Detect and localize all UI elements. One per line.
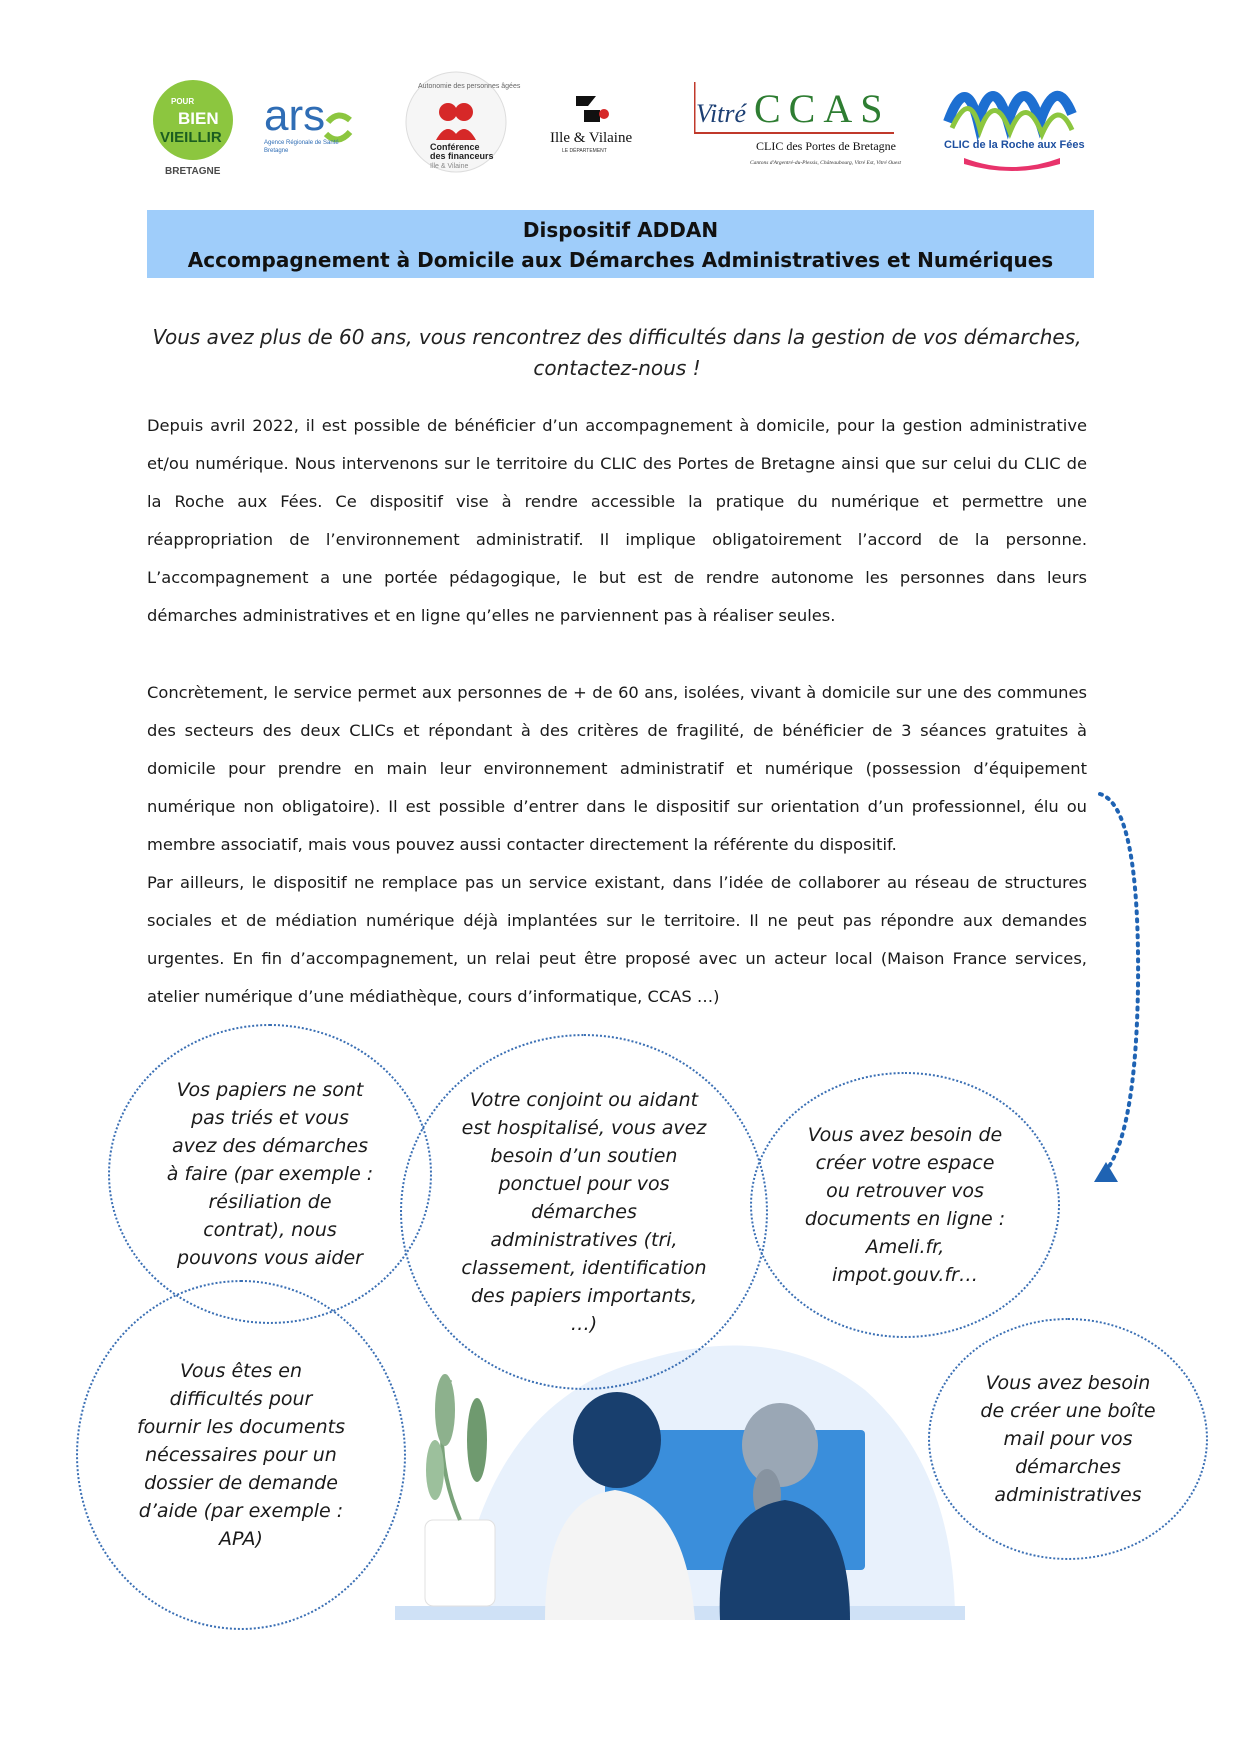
logo-ccas-vitre bbox=[690, 82, 902, 172]
svg-text:ars: ars bbox=[264, 91, 326, 140]
svg-text:Bretagne: Bretagne bbox=[264, 148, 289, 154]
svg-text:BIEN: BIEN bbox=[178, 109, 219, 128]
svg-text:des financeurs: des financeurs bbox=[430, 151, 494, 161]
svg-text:VIEILLIR: VIEILLIR bbox=[160, 129, 222, 146]
bubble-mail-text: Vous avez besoin de créer une boîte mail pour vos démarches administratives bbox=[980, 1372, 1156, 1506]
svg-text:CLIC de la Roche aux Fées: CLIC de la Roche aux Fées bbox=[944, 139, 1085, 151]
bubble-mail bbox=[928, 1318, 1208, 1560]
svg-text:Conférence: Conférence bbox=[430, 142, 480, 152]
svg-text:Cantons d'Argentré-du-Plessis,: Cantons d'Argentré-du-Plessis, Châteaubourg, Vitré Est, Vitré Ouest bbox=[750, 160, 902, 166]
svg-text:Vitré: Vitré bbox=[696, 99, 747, 128]
illustration-two-women-computer bbox=[395, 1320, 975, 1620]
logo-clic-roche-aux-fees bbox=[938, 72, 1090, 174]
logo-ille-vilaine bbox=[548, 92, 648, 162]
bubble-conjoint bbox=[400, 1034, 768, 1390]
svg-text:LE DÉPARTEMENT: LE DÉPARTEMENT bbox=[562, 148, 607, 154]
svg-text:CCAS: CCAS bbox=[754, 86, 891, 131]
bubble-documents bbox=[76, 1280, 406, 1630]
bubble-conjoint-text: Votre conjoint ou aidant est hospitalisé, vous avez besoin d’un soutien ponctuel pour vos démarches administratives (tri, classement, identification des papiers importants, …) bbox=[461, 1089, 707, 1335]
title-line-1: Dispositif ADDAN bbox=[522, 218, 719, 242]
svg-text:POUR: POUR bbox=[171, 97, 195, 106]
bubble-papiers bbox=[108, 1024, 432, 1324]
title-banner bbox=[147, 210, 1094, 278]
logo-ars bbox=[262, 92, 362, 162]
svg-text:CLIC des Portes de Bretagne: CLIC des Portes de Bretagne bbox=[756, 139, 896, 153]
svg-text:Ille & Vilaine: Ille & Vilaine bbox=[550, 130, 633, 146]
dotted-arrow bbox=[1080, 786, 1160, 1188]
svg-text:Autonomie des personnes âgées: Autonomie des personnes âgées bbox=[418, 83, 521, 90]
bubble-papiers-text: Vos papiers ne sont pas triés et vous avez des démarches à faire (par exemple : résiliation de contrat), nous pouvons vous aider bbox=[166, 1079, 374, 1269]
paragraph-3: Par ailleurs, le dispositif ne remplace pas un service existant, dans l’idée de collaborer au réseau de structures sociales et de médiation numérique déjà implantées sur le territoire. Il ne peut pas répondre aux demandes urgentes. En fin d’accompagnement, un relai peut être proposé avec un acteur local (Maison France services, atelier numérique d’une médiathèque, cours d’informatique, CCAS …) bbox=[147, 873, 1087, 1006]
bubble-espace bbox=[750, 1072, 1060, 1338]
svg-text:Ille & Vilaine: Ille & Vilaine bbox=[430, 163, 469, 170]
logo-conference-financeurs bbox=[404, 70, 521, 178]
bubble-espace-text: Vous avez besoin de créer votre espace ou retrouver vos documents en ligne : Ameli.fr, impot.gouv.fr… bbox=[804, 1124, 1006, 1286]
paragraph-2: Concrètement, le service permet aux personnes de + de 60 ans, isolées, vivant à domicile sur une des communes des secteurs des deux CLICs et répondant à des critères de fragilité, de bénéficier de 3 séances gratuites à domicile pour prendre en main leur environnement administratif et numérique (possession d’équipement numérique non obligatoire). Il est possible d’entrer dans le dispositif sur orientation d’un professionnel, élu ou membre associatif, mais vous pouvez aussi contacter directement la référente du dispositif. bbox=[147, 683, 1087, 854]
logo-bien-vieillir bbox=[148, 78, 238, 178]
svg-text:Agence Régionale de Santé: Agence Régionale de Santé bbox=[264, 140, 339, 146]
title-line-2: Accompagnement à Domicile aux Démarches Administratives et Numériques bbox=[187, 248, 1054, 272]
paragraph-1: Depuis avril 2022, il est possible de bénéficier d’un accompagnement à domicile, pour la gestion administrative et/ou numérique. Nous intervenons sur le territoire du CLIC des Portes de Bretagne ainsi que sur celui du CLIC de la Roche aux Fées. Ce dispositif vise à rendre accessible la pratique du numérique et permettre une réappropriation de l’environnement administratif. Il implique obligatoirement l’accord de la personne. L’accompagnement a une portée pédagogique, le but est de rendre autonome les personnes dans leurs démarches administratives et en ligne qu’elles ne parviennent pas à réaliser seules. bbox=[147, 416, 1087, 625]
svg-text:BRETAGNE: BRETAGNE bbox=[165, 166, 221, 177]
intro-text: Vous avez plus de 60 ans, vous rencontrez des difficultés dans la gestion de vos démarches, contactez-nous ! bbox=[152, 325, 1082, 380]
bubble-documents-text: Vous êtes en difficultés pour fournir les documents nécessaires pour un dossier de demande d’aide (par exemple : APA) bbox=[136, 1360, 345, 1550]
